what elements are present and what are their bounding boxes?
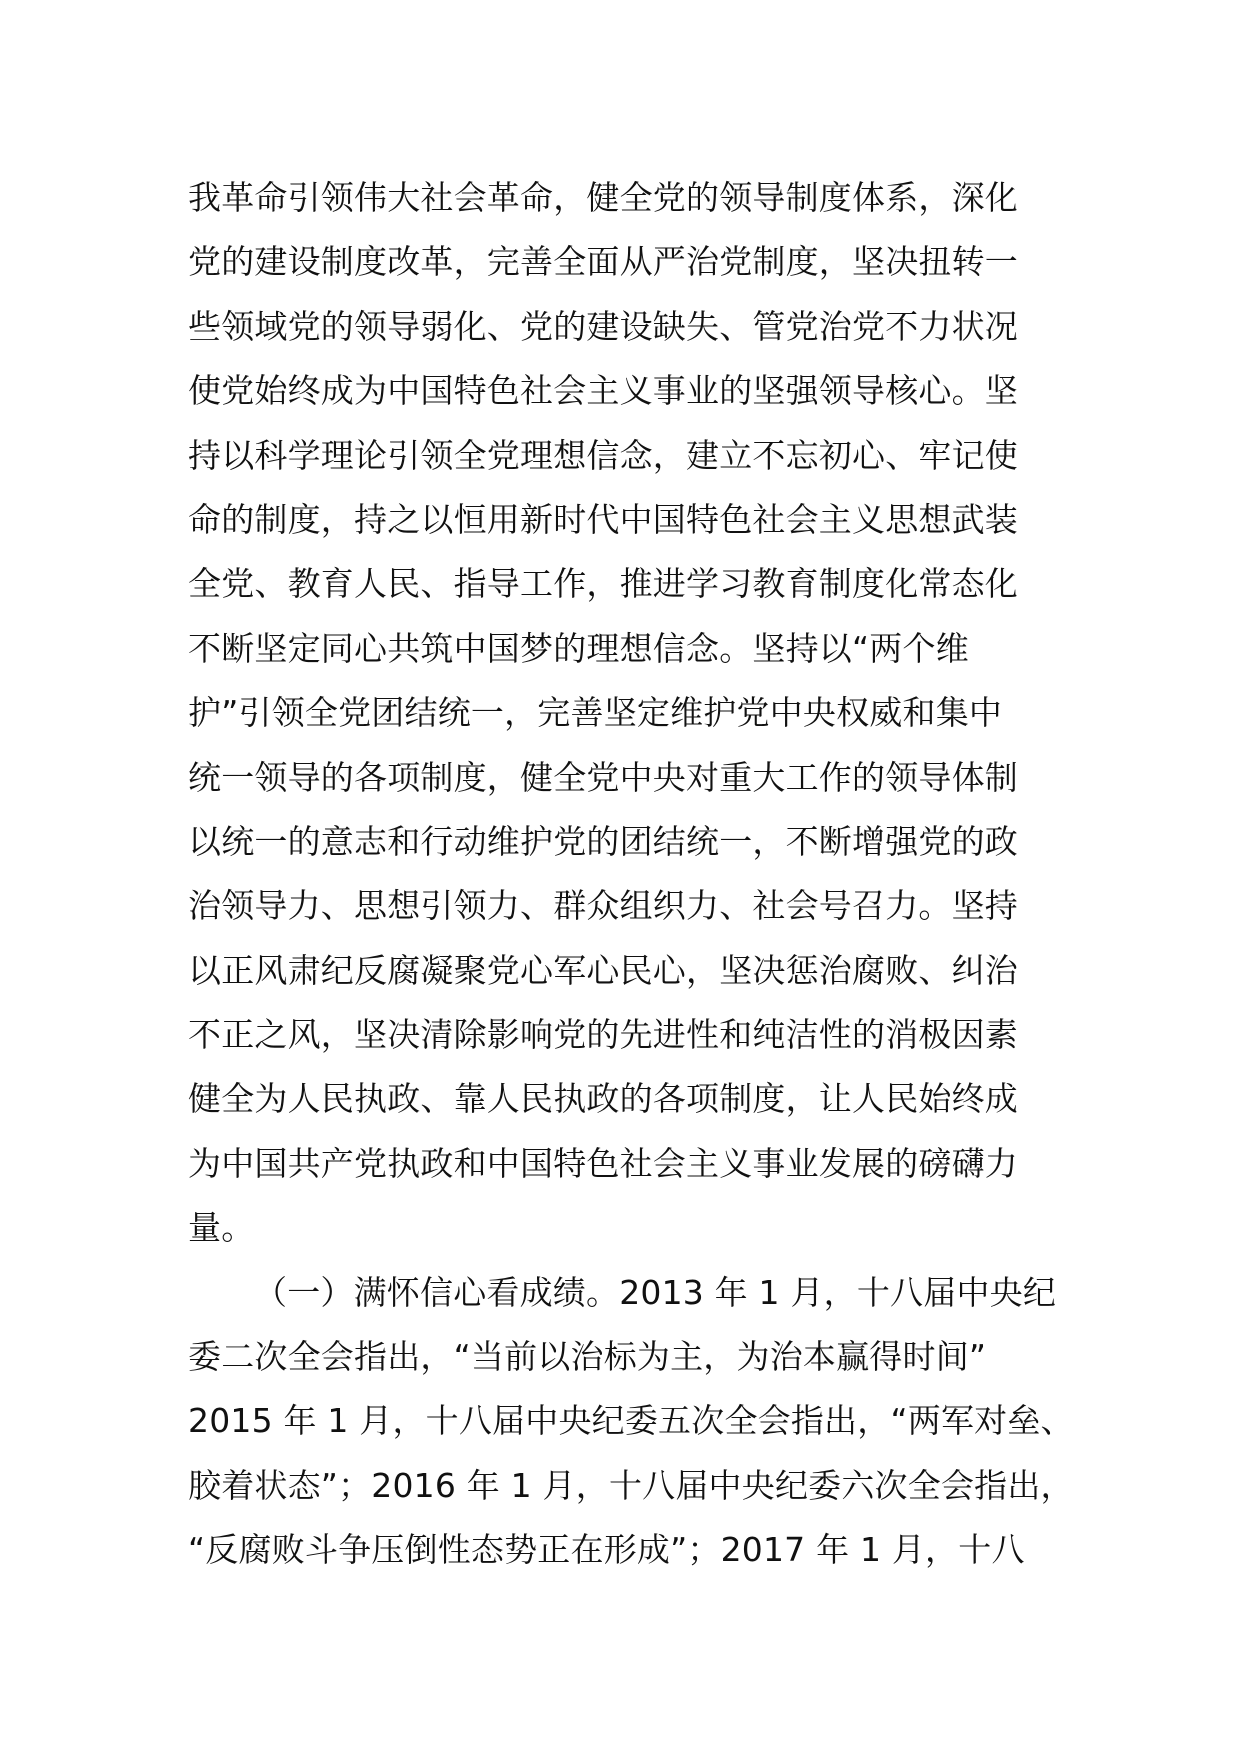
text-line: 不断坚定同心共筑中国梦的理想信念。坚持以“两个维 (188, 628, 969, 668)
text-line: 2015 年 1 月，十八届中央纪委五次全会指出，“两军对垒、 (188, 1401, 1074, 1441)
text-line: 护”引领全党团结统一，完善坚定维护党中央权威和集中 (188, 693, 1003, 733)
text-line: 持以科学理论引领全党理想信念，建立不忘初心、牢记使 (188, 435, 1018, 475)
text-line: 为中国共产党执政和中国特色社会主义事业发展的磅礴力 (188, 1143, 1018, 1183)
text-line: 委二次全会指出，“当前以治标为主，为治本赢得时间” (188, 1337, 987, 1377)
text-line: 统一领导的各项制度，健全党中央对重大工作的领导体制 (188, 757, 1018, 797)
text-line: 全党、教育人民、指导工作，推进学习教育制度化常态化 (188, 564, 1018, 604)
text-line: 健全为人民执政、靠人民执政的各项制度，让人民始终成 (188, 1079, 1018, 1119)
text-line: 以统一的意志和行动维护党的团结统一，不断增强党的政 (188, 821, 1018, 861)
text-line: 些领域党的领导弱化、党的建设缺失、管党治党不力状况 (188, 306, 1018, 346)
text-line: 治领导力、思想引领力、群众组织力、社会号召力。坚持 (188, 886, 1018, 926)
text-line: “反腐败斗争压倒性态势正在形成”；2017 年 1 月，十八 (188, 1530, 1025, 1570)
text-line: 胶着状态”；2016 年 1 月，十八届中央纪委六次全会指出， (188, 1465, 1074, 1505)
text-line: 量。 (188, 1208, 255, 1248)
text-line: 党的建设制度改革，完善全面从严治党制度，坚决扭转一 (188, 242, 1018, 282)
text-line: 不正之风，坚决清除影响党的先进性和纯洁性的消极因素 (188, 1015, 1018, 1055)
body-text (188, 166, 1088, 1583)
section-heading-line: （一）满怀信心看成绩。2013 年 1 月，十八届中央纪 (254, 1272, 1057, 1312)
text-line: 我革命引领伟大社会革命，健全党的领导制度体系，深化 (188, 178, 1018, 217)
text-line: 命的制度，持之以恒用新时代中国特色社会主义思想武装 (188, 499, 1018, 539)
text-line: 以正风肃纪反腐凝聚党心军心民心，坚决惩治腐败、纠治 (188, 950, 1018, 990)
text-line: 使党始终成为中国特色社会主义事业的坚强领导核心。坚 (188, 371, 1018, 411)
